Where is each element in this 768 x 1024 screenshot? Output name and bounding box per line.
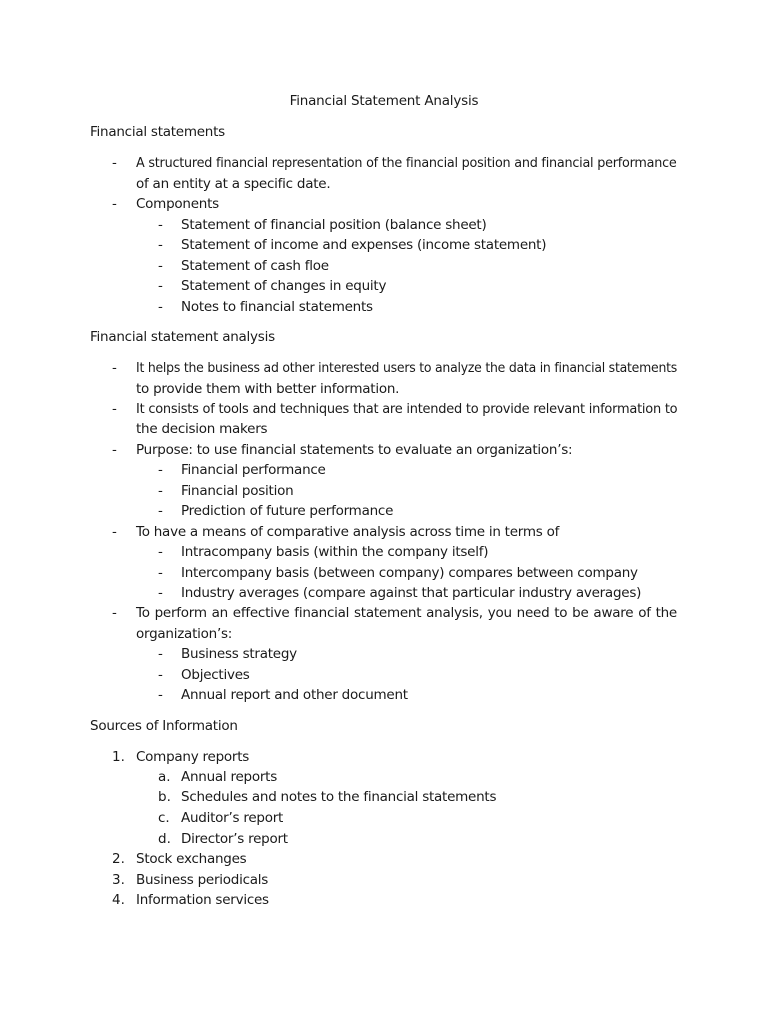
bullet-text: To perform an effective financial statement analysis, you need to be aware of the (136, 605, 677, 621)
bullet-dash: - (112, 605, 117, 621)
sub-list-text: Auditor’s report (181, 810, 284, 826)
sub-bullet-dash: - (158, 503, 163, 519)
bullet-dash: - (112, 155, 117, 171)
section-heading-financial-statement-analysis: Financial statement analysis (90, 329, 275, 345)
sub-bullet-text: Industry averages (compare against that particular industry averages) (181, 585, 642, 601)
list-number: 1. (112, 749, 125, 765)
sub-list-text: Annual reports (181, 769, 277, 785)
list-item-text: Company reports (136, 749, 250, 765)
sub-bullet-text: Business strategy (181, 646, 297, 662)
section-heading-financial-statements: Financial statements (90, 124, 225, 140)
sub-bullet-dash: - (158, 565, 163, 581)
sub-bullet-dash: - (158, 278, 163, 294)
bullet-text: Purpose: to use financial statements to evaluate an organization’s: (136, 442, 573, 458)
sub-list-letter: d. (158, 831, 171, 847)
sub-bullet-dash: - (158, 646, 163, 662)
document-title: Financial Statement Analysis (289, 93, 479, 109)
bullet-text: to provide them with better information. (136, 381, 400, 397)
section-heading-sources-of-information: Sources of Information (90, 718, 238, 734)
sub-bullet-dash: - (158, 667, 163, 683)
list-item-text: Business periodicals (136, 872, 269, 888)
bullet-dash: - (112, 524, 117, 540)
sub-bullet-text: Financial position (181, 483, 294, 499)
sub-bullet-text: Financial performance (181, 462, 326, 478)
bullet-text: It consists of tools and techniques that are intended to provide relevant information to (136, 401, 678, 417)
sub-bullet-text: Intercompany basis (between company) compares between company (181, 565, 638, 581)
bullet-text: A structured financial representation of the financial position and financial performance (136, 155, 677, 171)
sub-list-letter: c. (158, 810, 170, 826)
sub-bullet-text: Intracompany basis (within the company itself) (181, 544, 489, 560)
list-item-text: Stock exchanges (136, 851, 247, 867)
bullet-dash: - (112, 360, 117, 376)
bullet-text: To have a means of comparative analysis across time in terms of (136, 524, 560, 540)
sub-bullet-text: Statement of changes in equity (181, 278, 387, 294)
sub-bullet-dash: - (158, 483, 163, 499)
sub-bullet-text: Statement of cash floe (181, 258, 329, 274)
bullet-text: Components (136, 196, 219, 212)
sub-list-letter: a. (158, 769, 171, 785)
bullet-text: organization’s: (136, 626, 233, 642)
sub-bullet-text: Objectives (181, 667, 250, 683)
list-item-text: Information services (136, 892, 269, 908)
list-number: 4. (112, 892, 125, 908)
sub-bullet-text: Statement of financial position (balance sheet) (181, 217, 487, 233)
bullet-dash: - (112, 401, 117, 417)
sub-bullet-text: Prediction of future performance (181, 503, 394, 519)
bullet-text: the decision makers (136, 421, 268, 437)
list-number: 3. (112, 872, 125, 888)
sub-bullet-dash: - (158, 217, 163, 233)
bullet-dash: - (112, 442, 117, 458)
list-number: 2. (112, 851, 125, 867)
sub-list-text: Director’s report (181, 831, 288, 847)
sub-list-letter: b. (158, 789, 171, 805)
sub-bullet-text: Statement of income and expenses (income statement) (181, 237, 547, 253)
sub-bullet-text: Annual report and other document (181, 687, 408, 703)
sub-bullet-dash: - (158, 462, 163, 478)
sub-bullet-dash: - (158, 544, 163, 560)
sub-list-text: Schedules and notes to the financial statements (181, 789, 497, 805)
sub-bullet-text: Notes to financial statements (181, 299, 373, 315)
sub-bullet-dash: - (158, 237, 163, 253)
bullet-text: It helps the business ad other interested users to analyze the data in financial statements (136, 360, 678, 376)
sub-bullet-dash: - (158, 585, 163, 601)
bullet-dash: - (112, 196, 117, 212)
bullet-text: of an entity at a specific date. (136, 176, 331, 192)
sub-bullet-dash: - (158, 299, 163, 315)
sub-bullet-dash: - (158, 687, 163, 703)
sub-bullet-dash: - (158, 258, 163, 274)
